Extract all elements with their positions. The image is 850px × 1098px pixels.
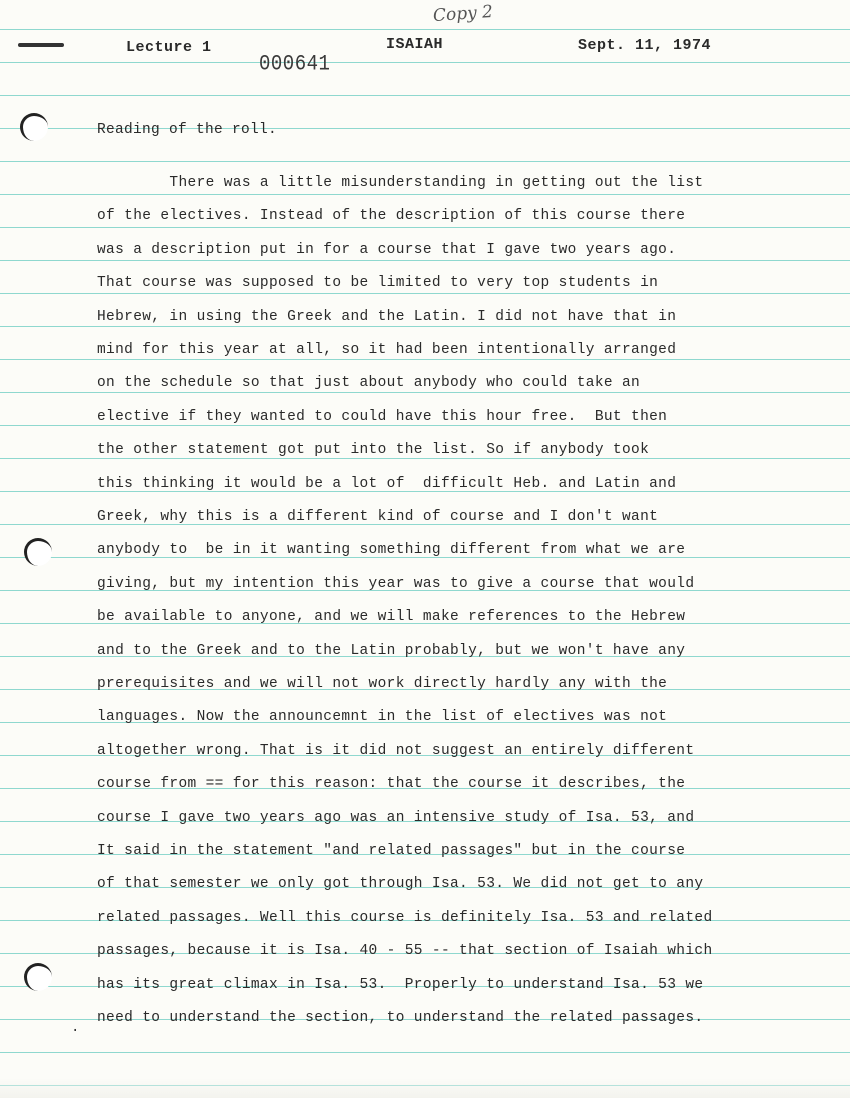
body-line: on the schedule so that just about anybody who could take an (97, 375, 641, 392)
body-line: giving, but my intention this year was to give a course that would (97, 575, 695, 592)
body-line: languages. Now the announcemnt in the list of electives was not (97, 709, 668, 726)
binder-hole-middle (24, 538, 52, 566)
body-line: altogether wrong. That is it did not suggest an entirely different (97, 742, 695, 759)
body-line: There was a little misunderstanding in getting out the list (97, 175, 704, 191)
document-number: 000641 (259, 51, 331, 77)
body-line: has its great climax in Isa. 53. Properly to understand Isa. 53 we (97, 976, 704, 993)
margin-dot: . (71, 1020, 80, 1036)
body-line: passages, because it is Isa. 40 - 55 -- that section of Isaiah which (97, 943, 713, 960)
body-line: elective if they wanted to could have this hour free. But then (97, 408, 668, 425)
section-heading: Reading of the roll. (97, 122, 278, 138)
lecture-number: Lecture 1 (126, 39, 212, 56)
body-line: prerequisites and we will not work directly hardly any with the (97, 676, 668, 692)
body-line: mind for this year at all, so it had been intentionally arranged (97, 342, 677, 358)
page-title: ISAIAH (386, 36, 444, 53)
body-line: course from == for this reason: that the course it describes, the (97, 776, 686, 793)
body-line: related passages. Well this course is definitely Isa. 53 and related (97, 909, 713, 926)
body-line: of that semester we only got through Isa. 53. We did not get to any (97, 876, 704, 893)
body-line: was a description put in for a course that I gave two years ago. (97, 241, 677, 258)
body-line: anybody to be in it wanting something different from what we are (97, 542, 686, 559)
body-line: the other statement got put into the list. So if anybody took (97, 442, 650, 459)
body-line: course I gave two years ago was an intensive study of Isa. 53, and (97, 809, 695, 826)
page-bottom-edge (0, 1078, 850, 1098)
binder-hole-top (20, 113, 48, 141)
binder-hole-bottom (24, 963, 52, 991)
body-line: It said in the statement "and related passages" but in the course (97, 843, 686, 859)
handwritten-copy-note: Copy 2 (432, 1, 494, 27)
body-line: this thinking it would be a lot of difficult Heb. and Latin and (97, 475, 677, 492)
body-line: That course was supposed to be limited to very top students in (97, 275, 659, 292)
body-line: need to understand the section, to understand the related passages. (97, 1010, 704, 1026)
body-line: be available to anyone, and we will make references to the Hebrew (97, 609, 686, 626)
body-line: Hebrew, in using the Greek and the Latin. I did not have that in (97, 308, 677, 325)
body-line: of the electives. Instead of the description of this course there (97, 208, 686, 225)
lecture-date: Sept. 11, 1974 (578, 37, 712, 54)
struck-margin-mark (18, 43, 64, 47)
body-line: Greek, why this is a different kind of course and I don't want (97, 509, 659, 525)
body-line: and to the Greek and to the Latin probably, but we won't have any (97, 642, 686, 659)
